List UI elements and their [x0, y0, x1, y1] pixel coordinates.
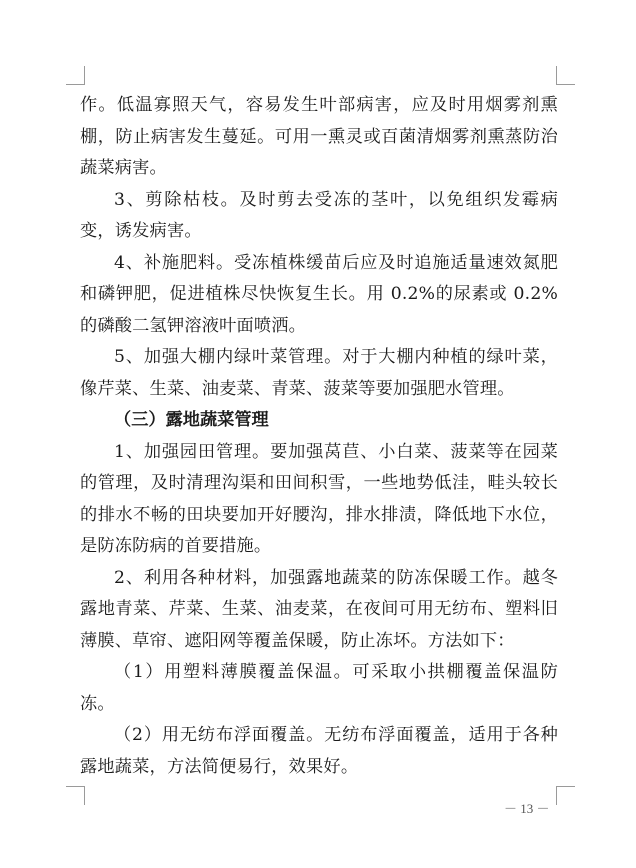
paragraph: 2、利用各种材料，加强露地蔬菜的防冻保暖工作。越冬露地青菜、芹菜、生菜、油麦菜，在夜间可用无纺布、塑料旧薄膜、草帘、遮阳网等覆盖保暖，防止冻坏。方法如下： [80, 567, 558, 651]
document-body [80, 90, 558, 783]
section-heading: （三）露地蔬菜管理 [114, 410, 269, 430]
paragraph: 5、加强大棚内绿叶菜管理。对于大棚内种植的绿叶菜，像芹菜、生菜、油麦菜、青菜、菠菜等要加强肥水管理。 [80, 347, 558, 399]
paragraph: （1）用塑料薄膜覆盖保温。可采取小拱棚覆盖保温防冻。 [80, 662, 558, 714]
paragraph: （2）用无纺布浮面覆盖。无纺布浮面覆盖，适用于各种露地蔬菜，方法简便易行，效果好。 [80, 725, 558, 777]
paragraph: 1、加强园田管理。要加强莴苣、小白菜、菠菜等在园菜的管理，及时清理沟渠和田间积雪，一些地势低洼，畦头较长的排水不畅的田块要加开好腰沟，排水排渍，降低地下水位，是防冻防病的首要措施。 [80, 441, 558, 556]
paragraph: 作。低温寡照天气，容易发生叶部病害，应及时用烟雾剂熏棚，防止病害发生蔓延。可用一熏灵或百菌清烟雾剂熏蒸防治蔬菜病害。 [80, 95, 558, 178]
paragraph: 3、剪除枯枝。及时剪去受冻的茎叶，以免组织发霉病变，诱发病害。 [80, 189, 558, 241]
paragraph: 4、补施肥料。受冻植株缓苗后应及时追施适量速效氮肥和磷钾肥，促进植株尽快恢复生长。用 0.2%的尿素或 0.2%的磷酸二氢钾溶液叶面喷洒。 [80, 252, 558, 336]
page-number: － 13 － [504, 801, 550, 816]
crop-mark-top-right [556, 66, 575, 85]
crop-mark-top-left [66, 66, 85, 85]
crop-mark-bottom-right [556, 786, 575, 805]
crop-mark-bottom-left [66, 786, 85, 805]
